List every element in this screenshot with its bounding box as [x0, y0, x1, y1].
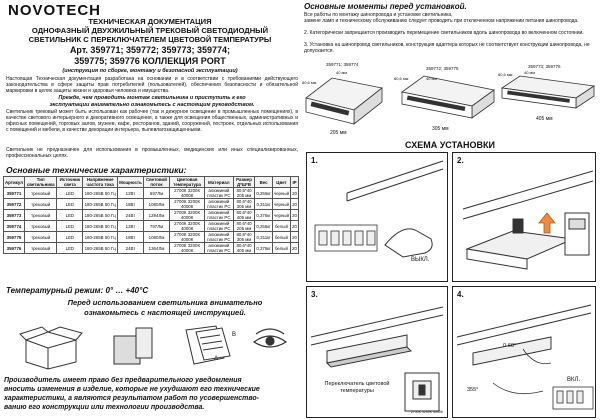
eye-icon	[254, 329, 286, 347]
table-cell: 80,6*40 305 мм	[233, 232, 255, 243]
step-1-panel	[306, 152, 448, 282]
off-label: ВЫКЛ.	[411, 257, 430, 263]
footer-line: ванию его конструкции или технологии производства.	[4, 404, 205, 411]
col-header: IP	[291, 177, 299, 188]
table-cell: черный	[272, 188, 290, 199]
specs-header-row	[4, 177, 299, 188]
table-cell: 359772	[4, 199, 25, 210]
dim-length: 305 мм	[432, 126, 449, 132]
step-3-panel	[306, 286, 448, 418]
table-cell: 0,376кг	[255, 210, 273, 221]
track-rail-drawing	[457, 305, 591, 345]
box-icon	[20, 327, 82, 369]
table-row	[4, 221, 299, 232]
tilt-angle: 0-60°	[503, 343, 517, 349]
table-cell: 1080Лм	[143, 232, 169, 243]
dim-length: 405 мм	[536, 116, 553, 122]
table-cell: 18Вт	[118, 199, 144, 210]
table-cell: 0,376кг	[255, 243, 273, 254]
footer-line: вносить изменения в изделие, которые не ухудшают его технические	[4, 386, 260, 393]
right-paragraph-3: 2. Категорически запрещается производить перемещение светильников вдоль шинопровода во включенном состоянии.	[304, 30, 584, 36]
luminaire-drawing	[473, 337, 551, 365]
table-cell: белый	[272, 232, 290, 243]
table-cell: LED	[57, 199, 83, 210]
table-cell: алюминий пластик PC	[204, 188, 233, 199]
intro-paragraph-3: Светильник не предназначен для использования в промышленных, медицинских или иных специализированных, профессиональных целях.	[6, 147, 298, 159]
dim-length: 205 мм	[330, 130, 347, 136]
right-paragraph-2: замене ламп и техническому обслуживанию следует проводить при отключенном напряжении питания шинопровода.	[304, 18, 579, 24]
table-cell: 797Лм	[143, 221, 169, 232]
rotation-angle: 355°	[467, 387, 479, 393]
table-cell: 24Вт	[118, 210, 144, 221]
table-cell: 0,311кг	[255, 232, 273, 243]
table-cell: трековый	[25, 232, 57, 243]
step-3-illustration	[307, 287, 447, 417]
book-label-a: A	[214, 356, 219, 362]
table-cell: 359774	[4, 221, 25, 232]
table-cell: 1080Лм	[143, 199, 169, 210]
brand-logo: NOVOTECH	[8, 2, 102, 19]
intro-emphasis-1: Прежде, чем проводить монтаж светильника и приступить к его	[58, 95, 246, 101]
on-label: ВКЛ.	[567, 377, 581, 383]
step-4-panel	[452, 286, 596, 418]
scheme-title: СХЕМА УСТАНОВКИ	[405, 140, 495, 150]
footer-line: Производитель имеет право без предварительного уведомления	[4, 377, 242, 384]
table-cell: 18Вт	[118, 232, 144, 243]
product-line-2: СВЕТИЛЬНИК С ПЕРЕКЛЮЧАТЕЛЕМ ЦВЕТОВОЙ ТЕМПЕРАТУРЫ	[28, 35, 272, 44]
table-cell: 2700К 3200К 4000К	[170, 221, 205, 232]
instruction-icons	[18, 322, 288, 370]
table-cell: 1364Лм	[143, 243, 169, 254]
track-rail-drawing	[347, 161, 443, 201]
luminaire-drawing-large	[502, 76, 594, 108]
table-cell: 80,6*40 205 мм	[233, 188, 255, 199]
table-cell: 80,6*40 405 мм	[233, 243, 255, 254]
col-header: Вес	[255, 177, 273, 188]
table-cell: 20	[291, 210, 299, 221]
table-cell: черный	[272, 199, 290, 210]
dim-models: 359772; 359775	[426, 66, 459, 71]
table-cell: LED	[57, 210, 83, 221]
col-header: Размер Д*Ш*В	[233, 177, 255, 188]
table-row	[4, 210, 299, 221]
right-paragraph-4: 3. Установка на шинопровод светильников, конструкция адаптера которых не соответствует конструкции шинопровода, не допускается.	[304, 42, 590, 54]
step-number: 2.	[457, 156, 464, 165]
table-cell: 359773	[4, 210, 25, 221]
specs-heading: Основные технические характеристики:	[6, 165, 187, 175]
table-row	[4, 199, 299, 210]
read-notice-line-2: ознакомьтесь с настоящей инструкцией.	[84, 308, 246, 317]
table-cell: 359775	[4, 232, 25, 243]
col-header: Артикул	[4, 177, 25, 188]
table-cell: алюминий пластик PC	[204, 221, 233, 232]
instruction-book-icon	[186, 326, 230, 364]
step-number: 1.	[311, 156, 318, 165]
table-cell: 180-265В 50 Гц	[83, 199, 118, 210]
dim-models: 359771; 359774	[326, 62, 359, 67]
col-header: Мощность	[118, 177, 144, 188]
table-cell: 359771	[4, 188, 25, 199]
table-cell: трековый	[25, 243, 57, 254]
table-cell: 20	[291, 243, 299, 254]
intro-emphasis-2: эксплуатации внимательно ознакомьтесь с настоящим руководством.	[49, 102, 255, 108]
table-cell: 359776	[4, 243, 25, 254]
table-cell: 2700К 3200К 4000К	[170, 199, 205, 210]
luminaire-drawing-medium	[402, 76, 494, 118]
table-row	[4, 243, 299, 254]
footer-line: характеристики, а являются результатом работ по усовершенство-	[4, 395, 260, 402]
table-row	[4, 188, 299, 199]
table-cell: 697Лм	[143, 188, 169, 199]
adapter-detail-drawing	[565, 213, 589, 255]
table-cell: алюминий пластик PC	[204, 243, 233, 254]
right-heading: Основные моменты перед установкой.	[304, 2, 467, 11]
table-cell: белый	[272, 221, 290, 232]
table-cell: 180-265В 50 Гц	[83, 243, 118, 254]
step-number: 4.	[457, 290, 464, 299]
right-paragraph-1: Все работы по монтажу шинопровода и установке светильника,	[304, 12, 453, 18]
col-header: Цветовая температура	[170, 177, 205, 188]
intro-paragraph-1: Настоящая Техническая документация разработана на основании и в соответствии с требованиями действующего законодательства в сфере защиты прав потребителей (пользователей), обеспечения безопасности и обязательной маркировки в целях защиты жизни и здоровья человека и имущества.	[6, 76, 298, 94]
table-cell: 180-265В 50 Гц	[83, 221, 118, 232]
luminaire-drawing	[467, 219, 573, 269]
table-cell: 24Вт	[118, 243, 144, 254]
table-cell: 1294Лм	[143, 210, 169, 221]
table-cell: алюминий пластик PC	[204, 210, 233, 221]
table-cell: белый	[272, 243, 290, 254]
table-cell: 80,6*40 205 мм	[233, 221, 255, 232]
table-cell: 12Вт	[118, 188, 144, 199]
table-cell: 20	[291, 221, 299, 232]
table-cell: трековый	[25, 221, 57, 232]
table-cell: 2700К 3200К 4000К	[170, 232, 205, 243]
book-label-b: B	[232, 332, 237, 338]
luminaire-drawing	[327, 335, 411, 367]
dim-height: 80,6 мм	[394, 76, 409, 81]
track-rail-drawing	[463, 171, 593, 219]
footer-note	[4, 376, 300, 412]
dim-width: 40 мм	[524, 70, 536, 75]
table-cell: 2700К 3200К 4000К	[170, 210, 205, 221]
articles-line-2: 359775; 359776 КОЛЛЕКЦИЯ PORT	[74, 56, 226, 66]
table-cell: LED	[57, 232, 83, 243]
track-rail-drawing	[311, 307, 443, 345]
table-cell: 20	[291, 188, 299, 199]
table-cell: трековый	[25, 188, 57, 199]
step-number: 3.	[311, 290, 318, 299]
step-2-illustration	[453, 153, 595, 281]
table-cell: LED	[57, 243, 83, 254]
specs-table	[3, 176, 299, 254]
lamp-unpacked-icon	[114, 328, 152, 364]
col-header: Источник света	[57, 177, 83, 188]
col-header: Цвет	[272, 177, 290, 188]
table-cell: 20	[291, 232, 299, 243]
table-cell: 20	[291, 199, 299, 210]
dim-width: 40 мм	[426, 76, 438, 81]
product-line-1: ОДНОФАЗНЫЙ ДВУХЖИЛЬНЫЙ ТРЕКОВЫЙ СВЕТОДИОДНЫЙ	[31, 26, 269, 35]
table-cell: 80,6*40 405 мм	[233, 210, 255, 221]
articles-line-1: Арт. 359771; 359772; 359773; 359774;	[69, 45, 231, 55]
table-cell: 0,311кг	[255, 199, 273, 210]
table-cell: алюминий пластик PC	[204, 232, 233, 243]
table-cell: 12Вт	[118, 221, 144, 232]
table-cell: алюминий пластик PC	[204, 199, 233, 210]
table-cell: LED	[57, 221, 83, 232]
doc-title: ТЕХНИЧЕСКАЯ ДОКУМЕНТАЦИЯ	[88, 17, 212, 26]
table-cell: LED	[57, 188, 83, 199]
table-cell: трековый	[25, 210, 57, 221]
read-notice-line-1: Перед использованием светильника внимательно	[67, 298, 263, 307]
table-row	[4, 232, 299, 243]
intro-paragraph-2: Светильник трековый может быть использован как рабочее (так и дежурное освещение в промышленных помещениях), в качестве светового интерьерного и декоративного освещения, а также для освещения общественных, административных и офисных помещений, торговых залов, музеев, кафе, ресторанов, зданий, сооружений, построек, отдельных использования с помещений и мебели, в качестве декорации интерьера, пылевлагозащищенными.	[6, 109, 298, 133]
dimension-drawings	[302, 58, 598, 138]
hand-icon	[385, 229, 432, 257]
table-cell: 180-265В 50 Гц	[83, 232, 118, 243]
temperature-mode: Температурный режим: 0° … +40°С	[6, 286, 149, 295]
luminaire-drawing-small	[306, 78, 382, 124]
table-cell: 80,6*40 305 мм	[233, 199, 255, 210]
table-cell: 2700К 3200К 4000К	[170, 243, 205, 254]
table-cell: 0,256кг	[255, 188, 273, 199]
arrow-up-icon	[539, 213, 555, 233]
dim-height: 80,6 мм	[302, 80, 317, 85]
step-4-illustration	[453, 287, 595, 417]
dim-width: 40 мм	[336, 70, 348, 75]
subtitle: (инструкция по сборке, монтажу и безопасной эксплуатации)	[62, 68, 238, 74]
table-cell: 180-265В 50 Гц	[83, 210, 118, 221]
col-header: Материал	[204, 177, 233, 188]
color-switch-icon[interactable]	[405, 373, 439, 411]
table-cell: 2700К 3200К 4000К	[170, 188, 205, 199]
switch-values: 2700K 3200K 4000K	[410, 410, 444, 414]
step-2-panel	[452, 152, 596, 282]
col-header: Световой поток	[143, 177, 169, 188]
dim-models: 359773; 359776	[528, 64, 561, 69]
col-header: Напряжение частота тока	[83, 177, 118, 188]
circuit-breaker-icon	[315, 225, 377, 251]
circuit-breaker-icon	[553, 387, 593, 409]
table-cell: 180-265В 50 Гц	[83, 188, 118, 199]
dim-height: 80,6 мм	[498, 72, 513, 77]
table-cell: трековый	[25, 199, 57, 210]
table-cell: 0,256кг	[255, 221, 273, 232]
table-cell: черный	[272, 210, 290, 221]
col-header: Тип светильника	[25, 177, 57, 188]
color-switch-label: Переключатель цветовой температуры	[324, 381, 390, 394]
